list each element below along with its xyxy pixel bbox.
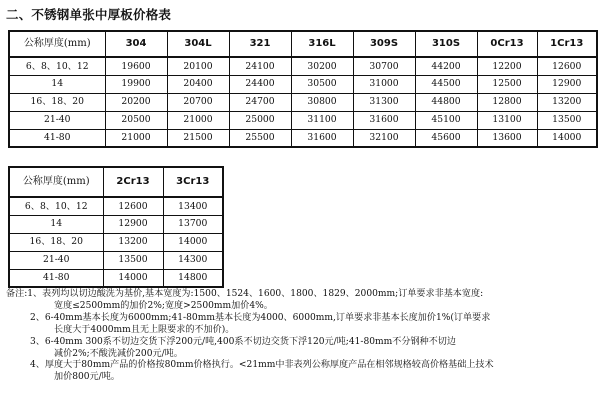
column-header-grade: 309S [353, 31, 415, 57]
column-header-grade: 310S [415, 31, 477, 57]
column-header-grade: 1Cr13 [537, 31, 597, 57]
remark-line: 减价2%;不酸洗减价200元/吨。 [54, 348, 183, 359]
table-row [9, 129, 597, 147]
section-heading: 二、不锈钢单张中厚板价格表 [6, 7, 172, 22]
column-header-grade: 304L [167, 31, 229, 57]
column-header-thickness: 公称厚度(mm) [9, 167, 103, 197]
remark-line: 宽度≤2500mm的加价2%;宽度>2500mm加价4%。 [54, 300, 273, 311]
table-row [9, 93, 597, 111]
price-cell: 13200 [537, 93, 597, 111]
price-cell: 20100 [167, 57, 229, 75]
price-cell: 19900 [105, 75, 167, 93]
price-cell: 30200 [291, 57, 353, 75]
table-row [9, 269, 223, 287]
price-cell: 12600 [103, 197, 163, 215]
price-cell: 24400 [229, 75, 291, 93]
thickness-cell: 41-80 [9, 129, 105, 147]
thickness-cell: 14 [9, 75, 105, 93]
price-cell: 31100 [291, 111, 353, 129]
price-cell: 12800 [477, 93, 537, 111]
price-cell: 30800 [291, 93, 353, 111]
remark-line: 长度大于4000mm且无上限要求的不加价)。 [54, 324, 235, 335]
table-row [9, 215, 223, 233]
thickness-cell: 14 [9, 215, 103, 233]
price-cell: 13200 [103, 233, 163, 251]
price-table-main [8, 30, 598, 148]
price-cell: 25000 [229, 111, 291, 129]
price-cell: 14800 [163, 269, 223, 287]
price-cell: 21000 [167, 111, 229, 129]
table-header-row [9, 31, 597, 57]
price-cell: 31000 [353, 75, 415, 93]
thickness-cell: 41-80 [9, 269, 103, 287]
column-header-grade: 316L [291, 31, 353, 57]
price-cell: 20200 [105, 93, 167, 111]
price-cell: 13500 [537, 111, 597, 129]
remark-line: 3、6-40mm 300系不切边交货下浮200元/吨,400系不切边交货下浮120元/吨;41-80mm不分钢种不切边 [30, 336, 456, 347]
remark-line: 备注:1、表列均以切边酸洗为基价,基本宽度为:1500、1524、1600、1800、1829、2000mm;订单要求非基本宽度: [6, 289, 484, 299]
remark-line: 4、厚度大于80mm产品的价格按80mm价格执行。<21mm中非表列公称厚度产品在相邻规格较高价格基础上技术 [30, 360, 494, 371]
price-cell: 31300 [353, 93, 415, 111]
column-header-grade: 321 [229, 31, 291, 57]
price-cell: 21500 [167, 129, 229, 147]
price-cell: 12200 [477, 57, 537, 75]
column-header-grade: 2Cr13 [103, 167, 163, 197]
price-cell: 20400 [167, 75, 229, 93]
price-cell: 32100 [353, 129, 415, 147]
thickness-cell: 21-40 [9, 111, 105, 129]
price-cell: 45100 [415, 111, 477, 129]
table-row [9, 233, 223, 251]
price-cell: 25500 [229, 129, 291, 147]
price-cell: 20700 [167, 93, 229, 111]
table-row [9, 111, 597, 129]
price-table-secondary [8, 166, 224, 288]
column-header-thickness: 公称厚度(mm) [9, 31, 105, 57]
price-cell: 12500 [477, 75, 537, 93]
price-cell: 24700 [229, 93, 291, 111]
thickness-cell: 16、18、20 [9, 93, 105, 111]
price-cell: 12600 [537, 57, 597, 75]
price-cell: 14000 [103, 269, 163, 287]
price-cell: 31600 [353, 111, 415, 129]
price-cell: 14000 [537, 129, 597, 147]
price-cell: 44200 [415, 57, 477, 75]
thickness-cell: 21-40 [9, 251, 103, 269]
table-row [9, 197, 223, 215]
remarks-section [6, 289, 596, 384]
price-cell: 21000 [105, 129, 167, 147]
table-row [9, 75, 597, 93]
price-cell: 14000 [163, 233, 223, 251]
price-cell: 31600 [291, 129, 353, 147]
thickness-cell: 6、8、10、12 [9, 197, 103, 215]
price-cell: 12900 [537, 75, 597, 93]
price-cell: 30700 [353, 57, 415, 75]
price-cell: 20500 [105, 111, 167, 129]
table-row [9, 251, 223, 269]
price-cell: 19600 [105, 57, 167, 75]
price-cell: 44500 [415, 75, 477, 93]
price-cell: 13700 [163, 215, 223, 233]
thickness-cell: 16、18、20 [9, 233, 103, 251]
table-row [9, 57, 597, 75]
column-header-grade: 0Cr13 [477, 31, 537, 57]
price-cell: 44800 [415, 93, 477, 111]
column-header-grade: 304 [105, 31, 167, 57]
table-header-row [9, 167, 223, 197]
remark-line: 加价800元/吨。 [54, 372, 120, 383]
price-cell: 13500 [103, 251, 163, 269]
remark-line: 2、6-40mm基本长度为6000mm;41-80mm基本长度为4000、6000mm,订单要求非基本长度加价1%(订单要求 [30, 312, 491, 323]
price-cell: 14300 [163, 251, 223, 269]
column-header-grade: 3Cr13 [163, 167, 223, 197]
price-cell: 13400 [163, 197, 223, 215]
price-cell: 12900 [103, 215, 163, 233]
price-cell: 13100 [477, 111, 537, 129]
price-cell: 45600 [415, 129, 477, 147]
price-cell: 30500 [291, 75, 353, 93]
price-cell: 13600 [477, 129, 537, 147]
thickness-cell: 6、8、10、12 [9, 57, 105, 75]
price-cell: 24100 [229, 57, 291, 75]
